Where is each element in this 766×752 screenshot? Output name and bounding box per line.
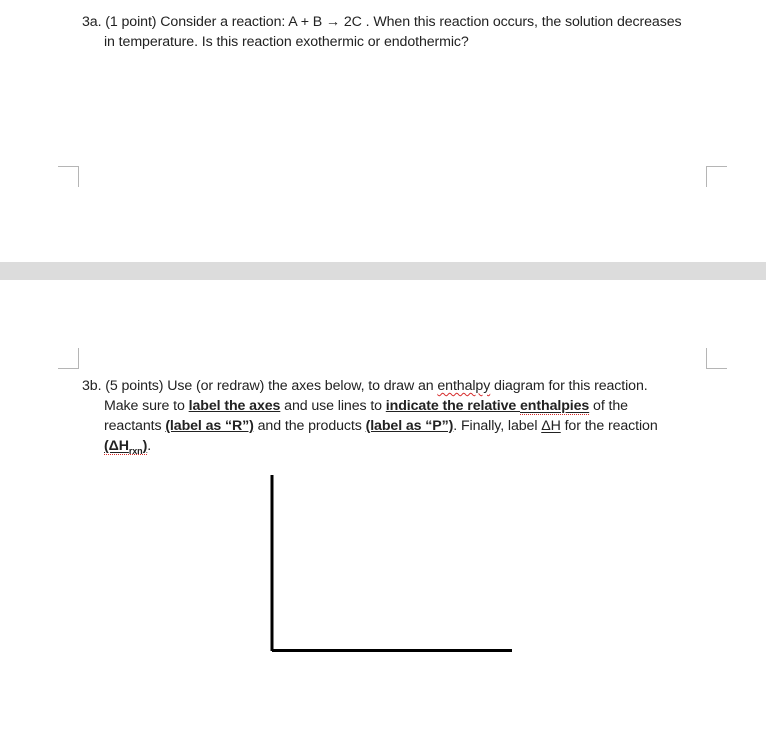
- crop-mark-bottom-left: [58, 166, 79, 187]
- emphasis-label-r: (label as “R”): [165, 418, 254, 434]
- question-3b-line-3: [82, 416, 722, 436]
- emphasis-indicate-relative: indicate the relative: [385, 398, 521, 414]
- emphasis-delta-h-rxn: [104, 438, 147, 455]
- question-3b-line-1: [82, 376, 722, 396]
- text-run: ): [142, 438, 148, 454]
- emphasis-label-the-axes: label the axes: [188, 398, 281, 414]
- spellcheck-word-enthalpy: enthalpy: [437, 378, 491, 394]
- text-run: .: [147, 438, 152, 454]
- text-run: of the: [589, 398, 628, 414]
- subscript-rxn: rxn: [128, 445, 143, 456]
- text-run: and the products: [253, 418, 366, 434]
- emphasis-enthalpies: enthalpies: [520, 398, 590, 414]
- text-run: for the reaction: [560, 418, 658, 434]
- enthalpy-axes: [270, 475, 514, 653]
- crop-mark-top-left: [58, 348, 79, 369]
- question-3a: [82, 12, 732, 52]
- crop-mark-bottom-right: [706, 166, 727, 187]
- crop-mark-top-right: [706, 348, 727, 369]
- text-run: and use lines to: [280, 398, 386, 414]
- document-page-bottom: [0, 280, 766, 752]
- question-3b: [82, 376, 722, 456]
- page-break-gap: [0, 262, 766, 280]
- question-3a-line-2: in temperature. Is this reaction exothermic or endothermic?: [104, 34, 469, 50]
- question-3a-line-1: 3a. (1 point) Consider a reaction: A + B → 2C . When this reaction occurs, the solution decreases: [82, 14, 682, 30]
- document-page-top: [0, 0, 766, 262]
- spellcheck-delta-h: ΔH: [541, 418, 561, 434]
- text-run: diagram for this reaction.: [490, 378, 648, 394]
- text-run: 3b. (5 points) Use (or redraw) the axes below, to draw an: [82, 378, 438, 394]
- text-run: Make sure to: [104, 398, 189, 414]
- text-run: (ΔH: [104, 438, 129, 454]
- emphasis-label-p: (label as “P”): [365, 418, 454, 434]
- question-3b-line-2: [82, 396, 722, 416]
- text-run: . Finally, label: [453, 418, 542, 434]
- text-run: reactants: [104, 418, 166, 434]
- question-3b-line-4: [82, 436, 722, 456]
